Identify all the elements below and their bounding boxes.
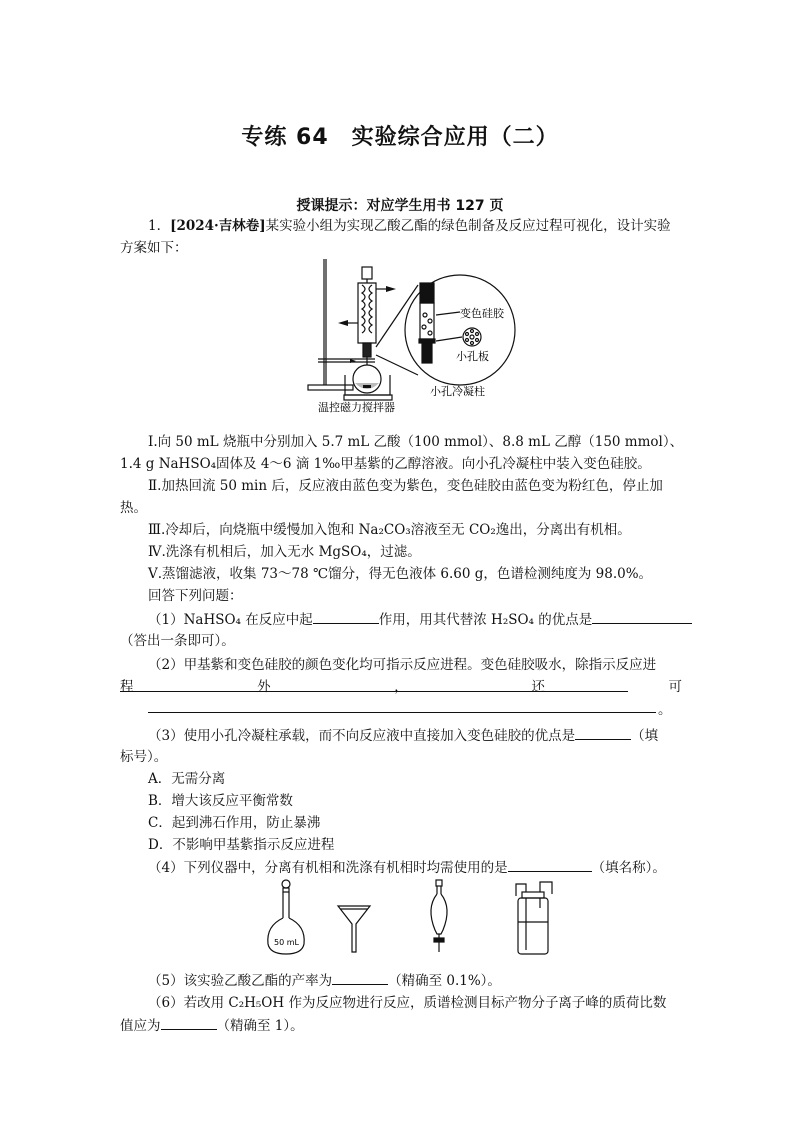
step-2-cont: 热。 xyxy=(120,500,147,516)
question-5: （5）该实验乙酸乙酯的产率为 （精确至 0.1%）。 xyxy=(148,970,682,991)
answer-line[interactable] xyxy=(148,712,656,713)
instruments-figure xyxy=(260,878,560,958)
step-5: Ⅴ.蒸馏滤液，收集 73～78 ℃馏分，得无色液体 6.60 g，色谱检测纯度为 98.0%。 xyxy=(148,566,653,582)
question-3-cont: 标号）。 xyxy=(120,749,168,765)
option-d: D．不影响甲基紫指示反应进程 xyxy=(148,837,335,853)
step-1-cont: 1.4 g NaHSO₄固体及 4～6 滴 1‰甲基紫的乙醇溶液。向小孔冷凝柱中装入变色硅胶。 xyxy=(120,456,651,472)
step-1: Ⅰ.向 50 mL 烧瓶中分别加入 5.7 mL 乙酸（100 mmol）、8.8 mL 乙醇（150 mmol）、 xyxy=(148,434,684,450)
apparatus-figure xyxy=(300,255,530,415)
question-1-part-1-cont: （答出一条即可）。 xyxy=(120,633,235,649)
answer-prompt: 回答下列问题： xyxy=(148,588,243,604)
flask-volume-label: 50 mL xyxy=(274,938,299,947)
answer-blank[interactable] xyxy=(592,609,692,624)
question-6-cont: 值应为 （精确至 1）。 xyxy=(120,1015,682,1036)
label-silica: 变色硅胶 xyxy=(460,307,504,320)
question-2: （2）甲基紫和变色硅胶的颜色变化均可指示反应进程。变色硅胶吸水，除指示反应进 xyxy=(148,657,657,673)
gas-washing-bottle-icon xyxy=(516,882,552,954)
option-c: C．起到沸石作用，防止暴沸 xyxy=(148,815,321,831)
lesson-hint: 授课提示：对应学生用书 127 页 xyxy=(296,198,504,214)
answer-blank[interactable] xyxy=(313,609,379,624)
step-3: Ⅲ.冷却后，向烧瓶中缓慢加入饱和 Na₂CO₃溶液至无 CO₂逸出，分离出有机相。 xyxy=(148,522,631,538)
answer-blank[interactable] xyxy=(575,725,631,740)
question-1-part-1: （1）NaHSO₄ 在反应中起 作用，用其代替浓 H₂SO₄ 的优点是 xyxy=(148,609,682,630)
question-4: （4）下列仪器中，分离有机相和洗涤有机相时均需使用的是 （填名称）。 xyxy=(148,857,682,878)
answer-blank[interactable] xyxy=(508,857,592,872)
question-3: （3）使用小孔冷凝柱承载，而不向反应液中直接加入变色硅胶的优点是 （填 xyxy=(148,725,682,746)
answer-line[interactable] xyxy=(120,691,628,692)
step-4: Ⅳ.洗涤有机相后，加入无水 MgSO₄，过滤。 xyxy=(148,544,421,560)
option-b: B．增大该反应平衡常数 xyxy=(148,793,293,809)
separatory-funnel-icon xyxy=(431,880,447,952)
funnel-icon xyxy=(338,906,370,952)
option-a: A．无需分离 xyxy=(148,771,226,787)
page-title: 专练 64 实验综合应用（二） xyxy=(241,125,559,150)
question-2-end: 。 xyxy=(658,702,672,718)
label-stirrer: 温控磁力搅拌器 xyxy=(318,401,395,414)
label-plate: 小孔板 xyxy=(456,350,489,363)
question-1-stem: 1．[2024·吉林卷]某实验小组为实现乙酸乙酯的绿色制备及反应过程可视化，设计实验 xyxy=(148,218,671,234)
question-2-cont: 程 外 ， 还 可 xyxy=(120,679,682,695)
question-1-stem-cont: 方案如下： xyxy=(120,240,188,256)
answer-blank[interactable] xyxy=(161,1015,217,1030)
step-2: Ⅱ.加热回流 50 min 后，反应液由蓝色变为紫色，变色硅胶由蓝色变为粉红色，停止加 xyxy=(148,478,663,494)
label-column: 小孔冷凝柱 xyxy=(430,385,485,398)
question-6: （6）若改用 C₂H₅OH 作为反应物进行反应，质谱检测目标产物分子离子峰的质荷比数 xyxy=(148,995,667,1011)
answer-blank[interactable] xyxy=(332,970,388,985)
